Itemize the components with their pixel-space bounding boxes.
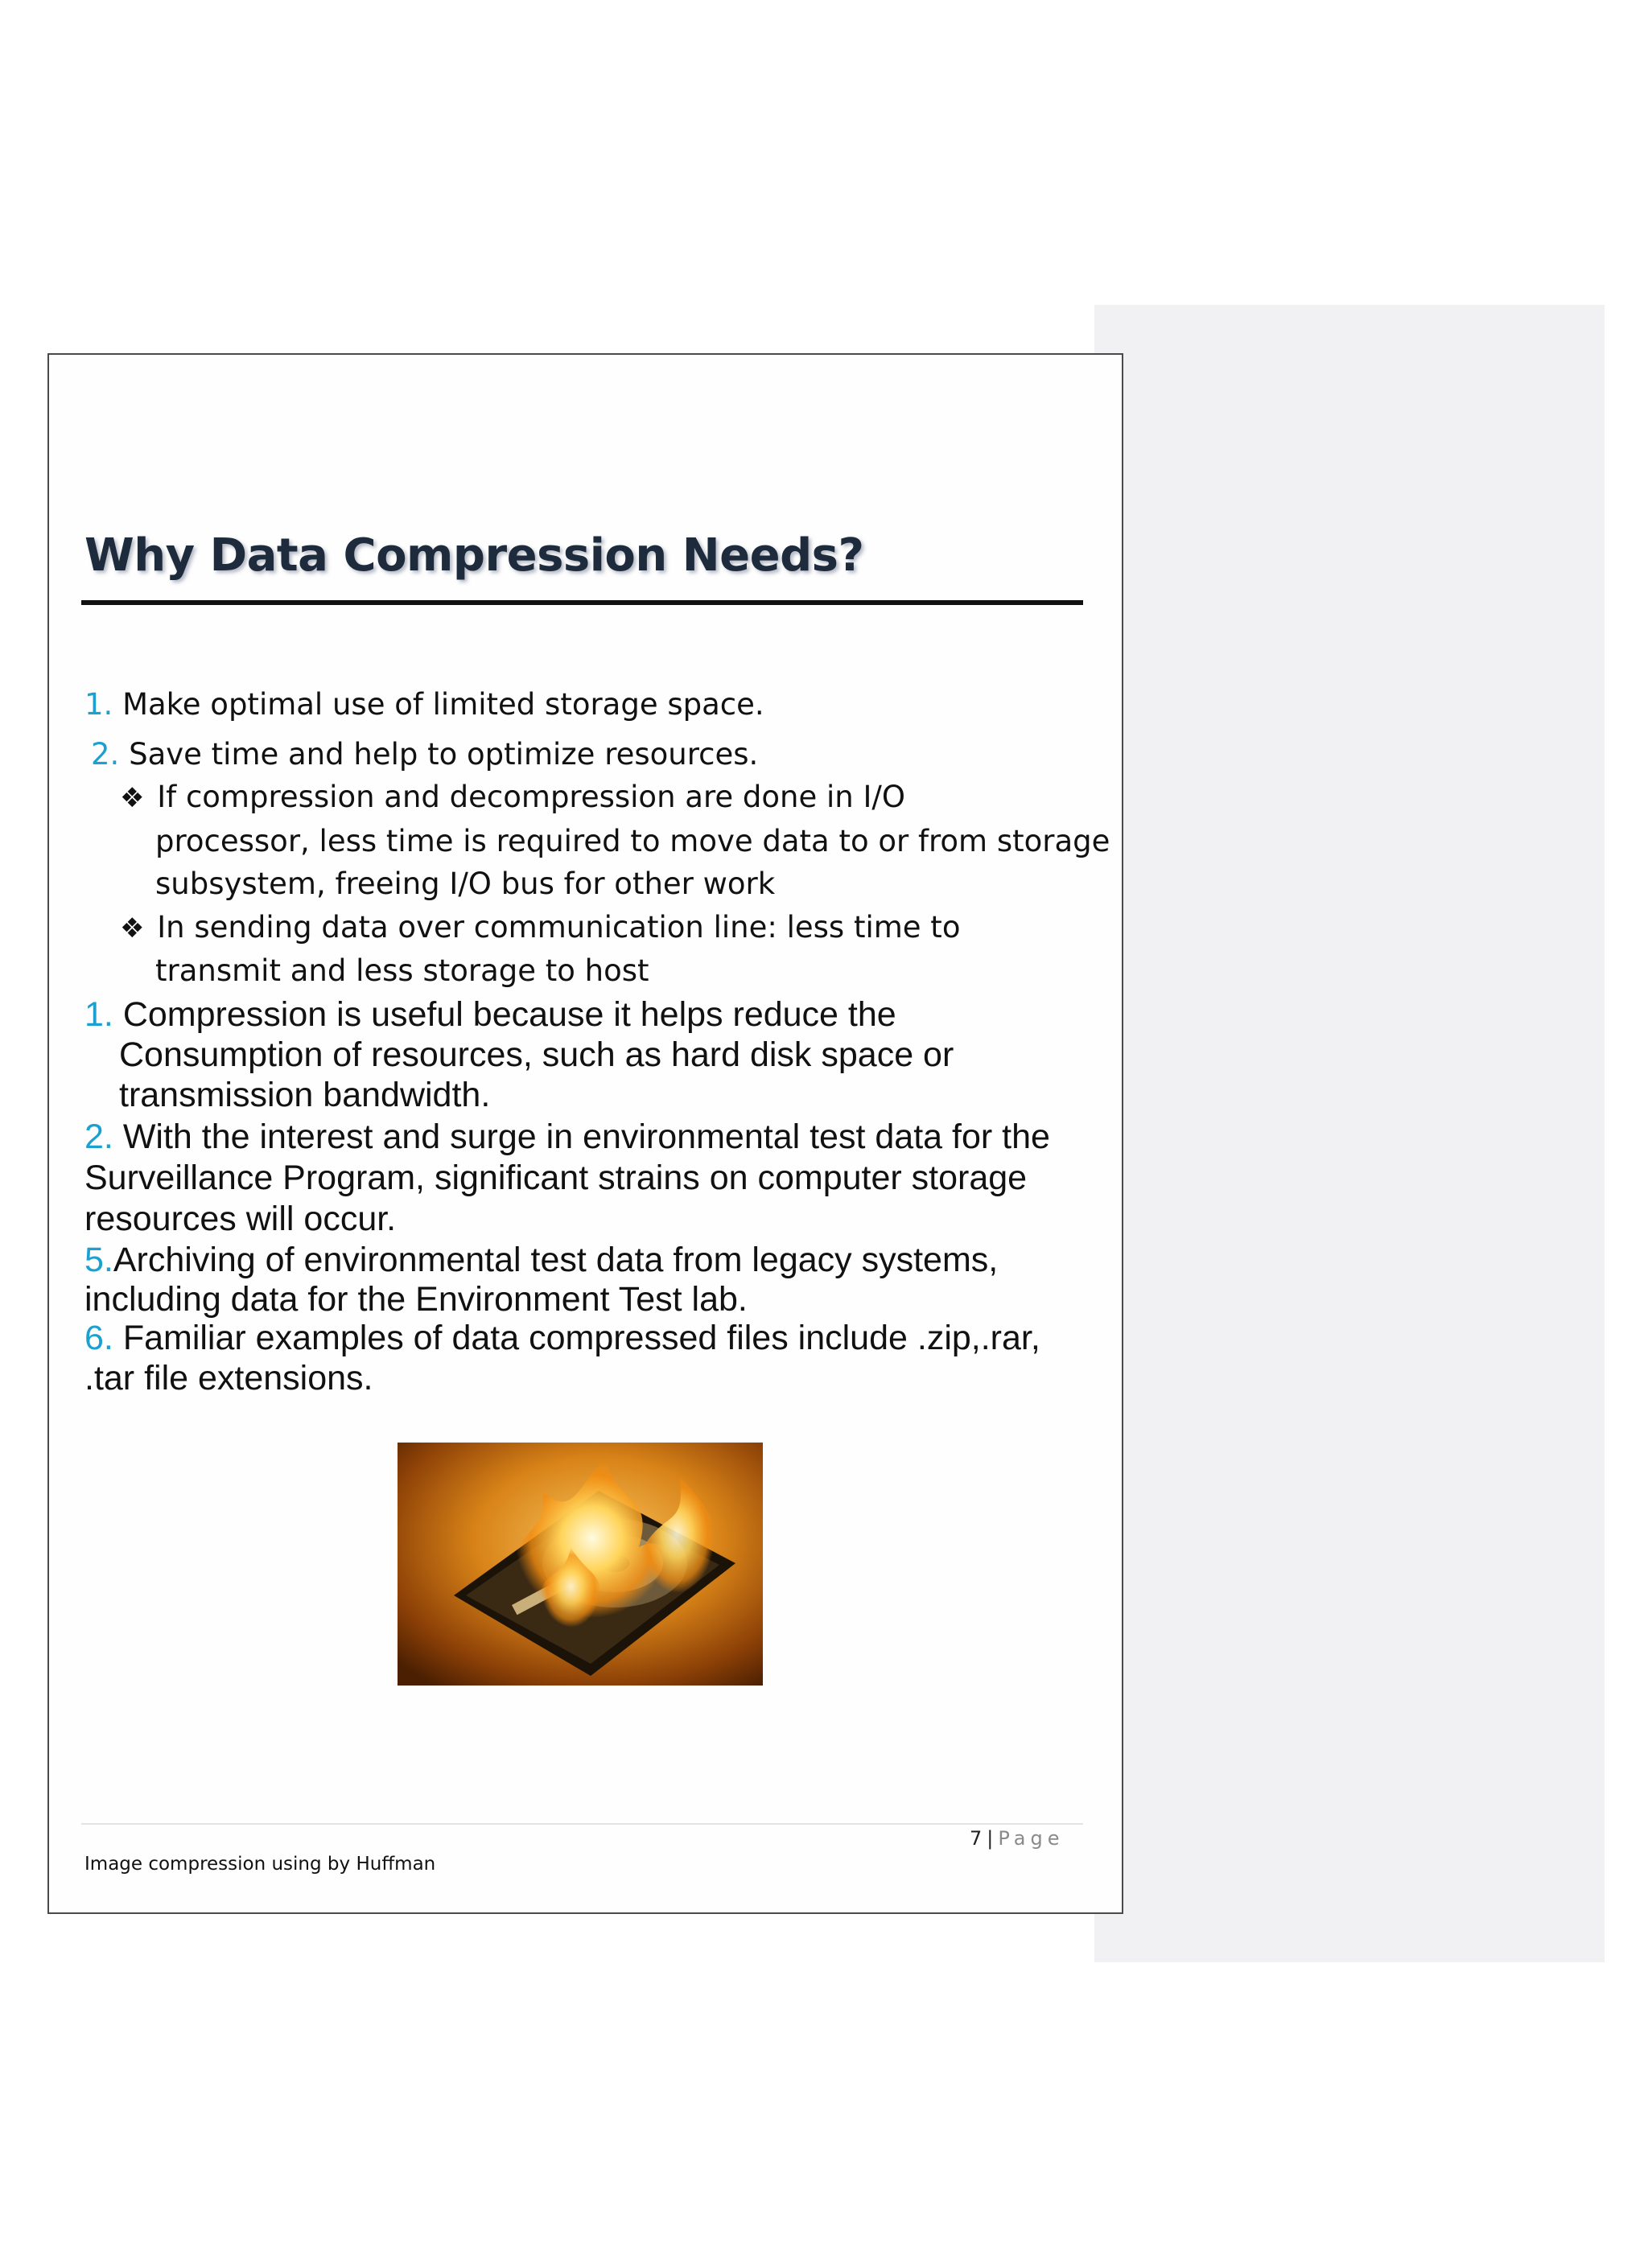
point-line: Archiving of environmental test data from legacy systems, bbox=[113, 1241, 999, 1279]
point-line: resources will occur. bbox=[84, 1200, 397, 1238]
sub-bullet-line: transmit and less storage to host bbox=[155, 953, 649, 988]
list-item-text: Save time and help to optimize resources. bbox=[129, 737, 759, 772]
list-item bbox=[84, 687, 764, 722]
point-line: Surveillance Program, significant strains on computer storage bbox=[84, 1159, 1028, 1197]
point-line: Compression is useful because it helps reduce the bbox=[122, 995, 896, 1034]
point-number: 2. bbox=[84, 1118, 113, 1156]
page-title: Why Data Compression Needs? bbox=[84, 529, 864, 582]
footer-divider bbox=[81, 1823, 1083, 1825]
footer-caption: Image compression using by Huffman bbox=[84, 1854, 436, 1875]
point-line: Consumption of resources, such as hard disk space or bbox=[119, 1035, 954, 1074]
comment-pane bbox=[1094, 305, 1605, 1962]
point-line: including data for the Environment Test lab. bbox=[84, 1280, 748, 1319]
page-label: Page bbox=[998, 1827, 1065, 1850]
diamond-bullet-icon: ❖ bbox=[120, 782, 145, 814]
sub-bullet bbox=[120, 780, 905, 814]
sub-bullet-line: processor, less time is required to move data to or from storage bbox=[155, 824, 1110, 858]
point-number: 1. bbox=[84, 995, 113, 1034]
list-item bbox=[91, 737, 758, 772]
point-item bbox=[84, 1241, 998, 1280]
sub-bullet-line: If compression and decompression are done in I/O bbox=[157, 780, 905, 814]
page-number-value: 7 bbox=[970, 1827, 983, 1850]
diamond-bullet-icon: ❖ bbox=[120, 912, 145, 945]
sub-bullet bbox=[120, 910, 960, 945]
list-item-number: 2. bbox=[91, 737, 120, 772]
burning-hard-drive-image bbox=[398, 1443, 763, 1686]
point-line: transmission bandwidth. bbox=[119, 1076, 491, 1114]
page-number-separator: | bbox=[987, 1827, 994, 1850]
point-number: 5. bbox=[84, 1241, 113, 1279]
point-line: With the interest and surge in environmental test data for the bbox=[122, 1118, 1050, 1156]
list-item-number: 1. bbox=[84, 687, 113, 722]
point-line: .tar file extensions. bbox=[84, 1359, 373, 1397]
point-item bbox=[84, 995, 896, 1035]
title-underline bbox=[81, 600, 1083, 605]
sub-bullet-line: In sending data over communication line: less time to bbox=[157, 910, 961, 945]
point-line: Familiar examples of data compressed files include .zip,.rar, bbox=[122, 1319, 1040, 1357]
point-number: 6. bbox=[84, 1319, 113, 1357]
point-item bbox=[84, 1118, 1050, 1157]
point-item bbox=[84, 1319, 1040, 1358]
list-item-text: Make optimal use of limited storage space. bbox=[122, 687, 764, 722]
page-number bbox=[970, 1827, 1064, 1850]
sub-bullet-line: subsystem, freeing I/O bus for other work bbox=[155, 866, 776, 901]
